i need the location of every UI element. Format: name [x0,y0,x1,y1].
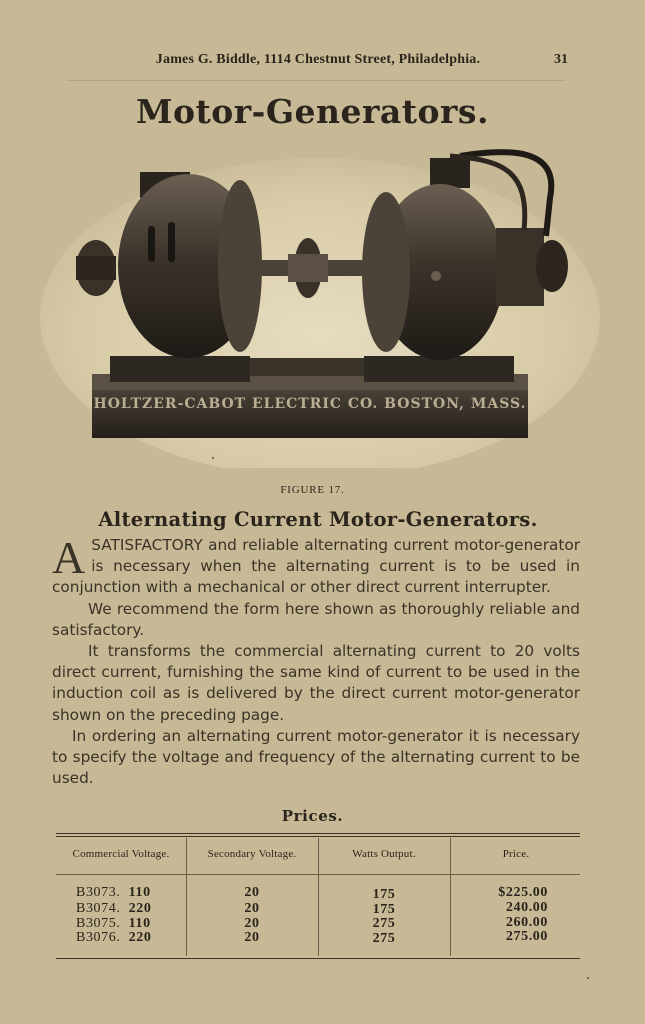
watts-output: 275 [372,916,396,931]
watts-output: 175 [372,887,396,902]
table-divider [186,838,187,956]
table-row [76,885,151,901]
page-number: 31 [554,52,568,67]
paragraph-4: In ordering an alternating current motor-generator it is necessary to specify the voltage and frequency of the alternating current to be used. [52,726,580,788]
section-title: Alternating Current Motor-Generators. [98,508,538,531]
catalog-number: B3074. [76,901,121,916]
running-head: James G. Biddle, 1114 Chestnut Street, Philadelphia. [155,52,481,67]
catalog-number: B3075. [76,916,121,931]
secondary-voltage: 20 [244,916,260,931]
table-bottom-rule [56,958,580,959]
paragraph-1-text: SATISFACTORY and reliable alternating current motor-generator is necessary when the alternating current is to be used in conjunction with a mechanical or other direct current interrupter. [52,536,580,597]
print-speck [212,457,214,459]
col-header-watts-output: Watts Output. [352,848,416,860]
watts-output: 275 [372,931,396,946]
figure-caption: FIGURE 17. [280,484,345,496]
print-speck [587,977,589,979]
base-inscription: HOLTZER-CABOT ELECTRIC CO. BOSTON, MASS. [93,396,527,412]
watts-output: 175 [372,902,396,917]
paragraph-2: We recommend the form here shown as thoroughly reliable and satisfactory. [52,599,580,639]
prices-heading: Prices. [281,807,344,825]
header-rule [66,80,566,81]
price: 275.00 [505,929,548,944]
commercial-voltage: 110 [128,885,151,900]
table-divider [318,838,319,956]
secondary-voltage: 20 [244,930,260,945]
table-top-rule-2 [56,836,580,837]
secondary-voltage: 20 [244,901,260,916]
commercial-voltage: 220 [128,930,152,945]
table-row [76,901,151,917]
table-row [76,930,151,946]
col-header-secondary-voltage: Secondary Voltage. [207,848,297,860]
paragraph-3: It transforms the commercial alternating current to 20 volts direct current, furnishing the same kind of current to be used in the induction coil as is delivered by the direct current motor-generator shown on the preceding page. [52,642,580,724]
catalog-number: B3076. [76,930,121,945]
price: 240.00 [505,900,548,915]
drop-cap: A [52,532,86,583]
commercial-voltage: 220 [128,901,152,916]
paragraph-1 [52,532,580,599]
col-header-price: Price. [502,848,530,860]
price: $225.00 [498,885,548,900]
commercial-voltage: 110 [128,916,151,931]
col-header-commercial-voltage: Commercial Voltage. [72,848,170,860]
motor-generator-illustration [40,138,600,468]
price: 260.00 [505,915,548,930]
table-top-rule [56,833,580,834]
catalog-number: B3073. [76,885,121,900]
page-title: Motor-Generators. [135,92,490,131]
secondary-voltage: 20 [244,885,260,900]
table-divider [450,838,451,956]
body-text [52,532,580,789]
